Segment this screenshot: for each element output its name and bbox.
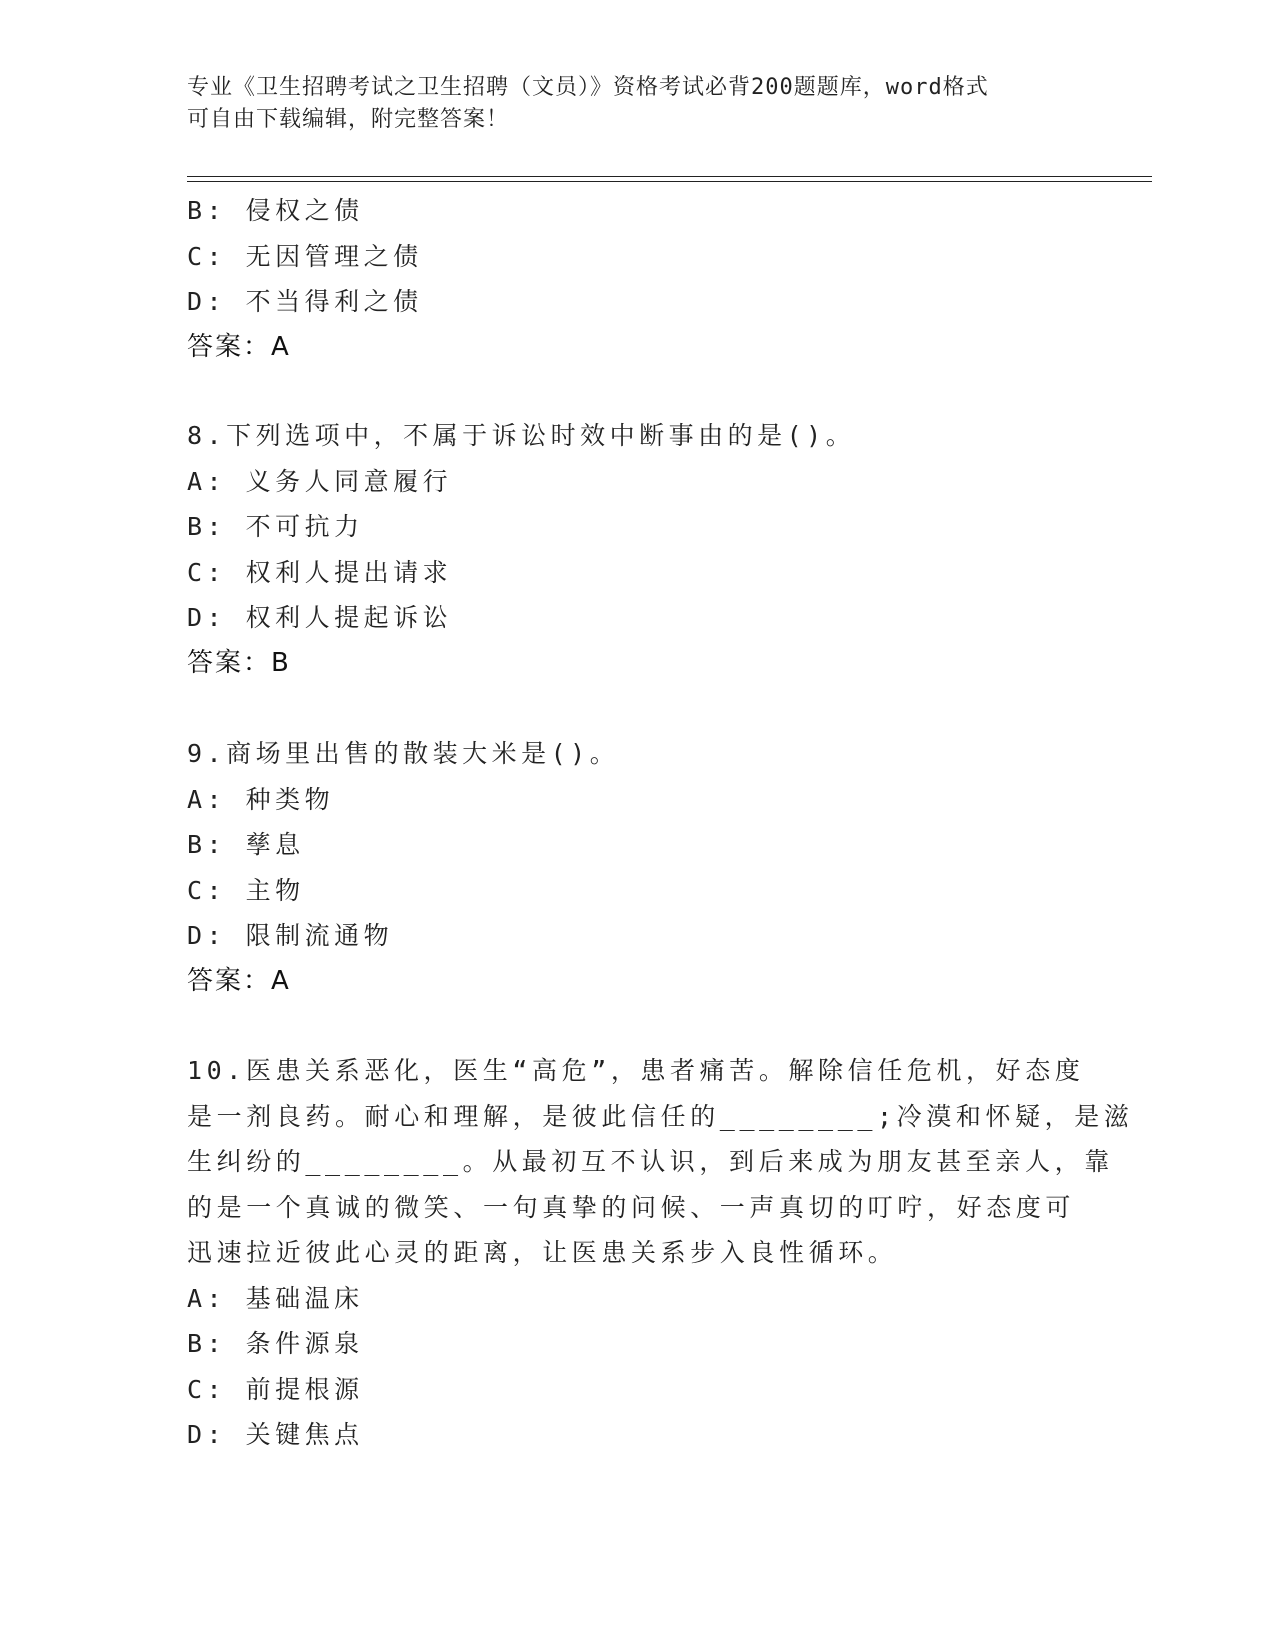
question-7-block: [187, 188, 1067, 370]
q8-option-d: D: 权利人提起诉讼: [187, 603, 453, 632]
q8-answer: 答案：B: [187, 647, 291, 678]
q10-option-c: C: 前提根源: [187, 1374, 364, 1404]
q10-question-line: 生纠纷的________。从最初互不认识，到后来成为朋友甚至亲人，靠: [187, 1147, 1114, 1176]
q10-question-line: 10.医患关系恶化，医生“高危”，患者痛苦。解除信任危机，好态度: [187, 1056, 1085, 1085]
header-rule-bottom: [187, 181, 1152, 182]
q9-question: 9.商场里出售的散装大米是()。: [187, 739, 620, 768]
question-10-block: [187, 1048, 1134, 1458]
q7-option-b: B: 侵权之债: [187, 196, 364, 225]
q9-option-d: D: 限制流通物: [187, 921, 394, 950]
q10-option-a: A: 基础温床: [187, 1283, 364, 1313]
q8-option-b: B: 不可抗力: [187, 512, 364, 541]
spacer: [187, 370, 1067, 413]
header-title-line-2: 可自由下载编辑，附完整答案！: [187, 107, 510, 132]
q7-option-d: D: 不当得利之债: [187, 287, 423, 316]
header-rule-top: [187, 176, 1152, 177]
question-8-block: [187, 413, 1067, 686]
question-9-block: [187, 731, 1067, 1004]
q8-option-c: C: 权利人提出请求: [187, 557, 453, 587]
q10-question-line: 迅速拉近彼此心灵的距离，让医患关系步入良性循环。: [187, 1238, 898, 1267]
q7-option-c: C: 无因管理之债: [187, 241, 423, 271]
spacer: [187, 1004, 1067, 1048]
q10-question-line: 的是一个真诚的微笑、一句真挚的问候、一声真切的叮咛，好态度可: [187, 1192, 1076, 1222]
question-list: [187, 188, 1134, 1458]
q10-question-line: 是一剂良药。耐心和理解，是彼此信任的________;冷漠和怀疑，是滋: [187, 1101, 1134, 1131]
q10-option-b: B: 条件源泉: [187, 1329, 364, 1358]
q9-answer: 答案：A: [187, 965, 291, 996]
q9-option-c: C: 主物: [187, 875, 305, 905]
q7-answer: 答案：A: [187, 331, 291, 362]
q10-question: [187, 1048, 1134, 1276]
q9-option-a: A: 种类物: [187, 784, 335, 814]
spacer: [187, 686, 1067, 731]
document-header: [187, 72, 1067, 136]
header-title-line-1: 专业《卫生招聘考试之卫生招聘（文员）》资格考试必背200题题库，word格式: [187, 75, 989, 100]
q10-option-d: D: 关键焦点: [187, 1420, 364, 1449]
q8-question: 8.下列选项中，不属于诉讼时效中断事由的是()。: [187, 421, 856, 450]
q8-option-a: A: 义务人同意履行: [187, 466, 453, 496]
q9-option-b: B: 孳息: [187, 830, 305, 859]
